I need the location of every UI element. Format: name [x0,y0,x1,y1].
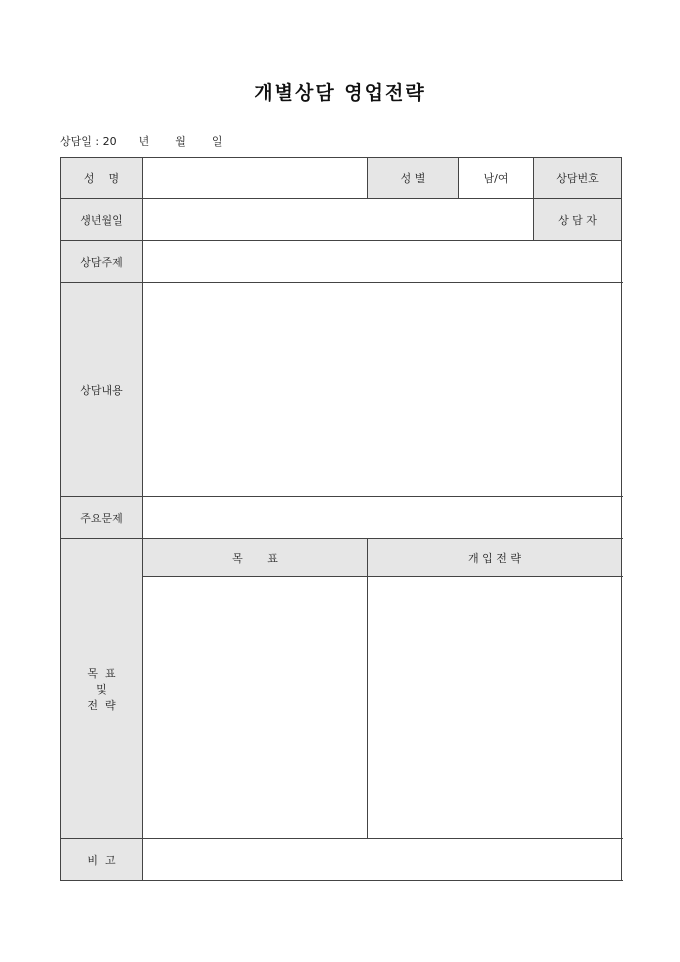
remarks-field[interactable] [143,839,622,881]
counselor-label: 상 담 자 [534,199,622,241]
strategy-field[interactable] [368,577,622,839]
date-label: 상담일 : 20 [60,135,117,148]
day-unit: 일 [211,135,223,148]
remarks-label: 비 고 [61,839,143,881]
page-title: 개별상담 영업전략 [254,82,426,104]
gender-field[interactable]: 남/여 [459,158,534,199]
goal-strategy-label [61,539,143,839]
year-unit: 년 [138,135,150,148]
goal-strategy-label-line2: 및 [96,682,107,696]
content-field[interactable] [143,283,622,497]
goal-strategy-label-line3: 전 략 [87,698,116,712]
goal-strategy-label-line1: 목 표 [87,666,116,680]
birthdate-label: 생년월일 [61,199,143,241]
name-field[interactable] [143,158,368,199]
month-unit: 월 [175,135,186,148]
birthdate-field[interactable] [143,199,534,241]
topic-label: 상담주제 [61,241,143,283]
counsel-date-line [60,133,223,149]
counsel-form-table [60,157,622,881]
gender-label: 성 별 [368,158,459,199]
goal-field[interactable] [143,577,368,839]
goal-header: 목 표 [143,539,368,577]
topic-field[interactable] [143,241,622,283]
name-label: 성 명 [61,158,143,199]
main-issue-field[interactable] [143,497,622,539]
counsel-number-label: 상담번호 [534,158,622,199]
content-label: 상담내용 [61,283,143,497]
main-issue-label: 주요문제 [61,497,143,539]
strategy-header: 개 입 전 략 [368,539,622,577]
